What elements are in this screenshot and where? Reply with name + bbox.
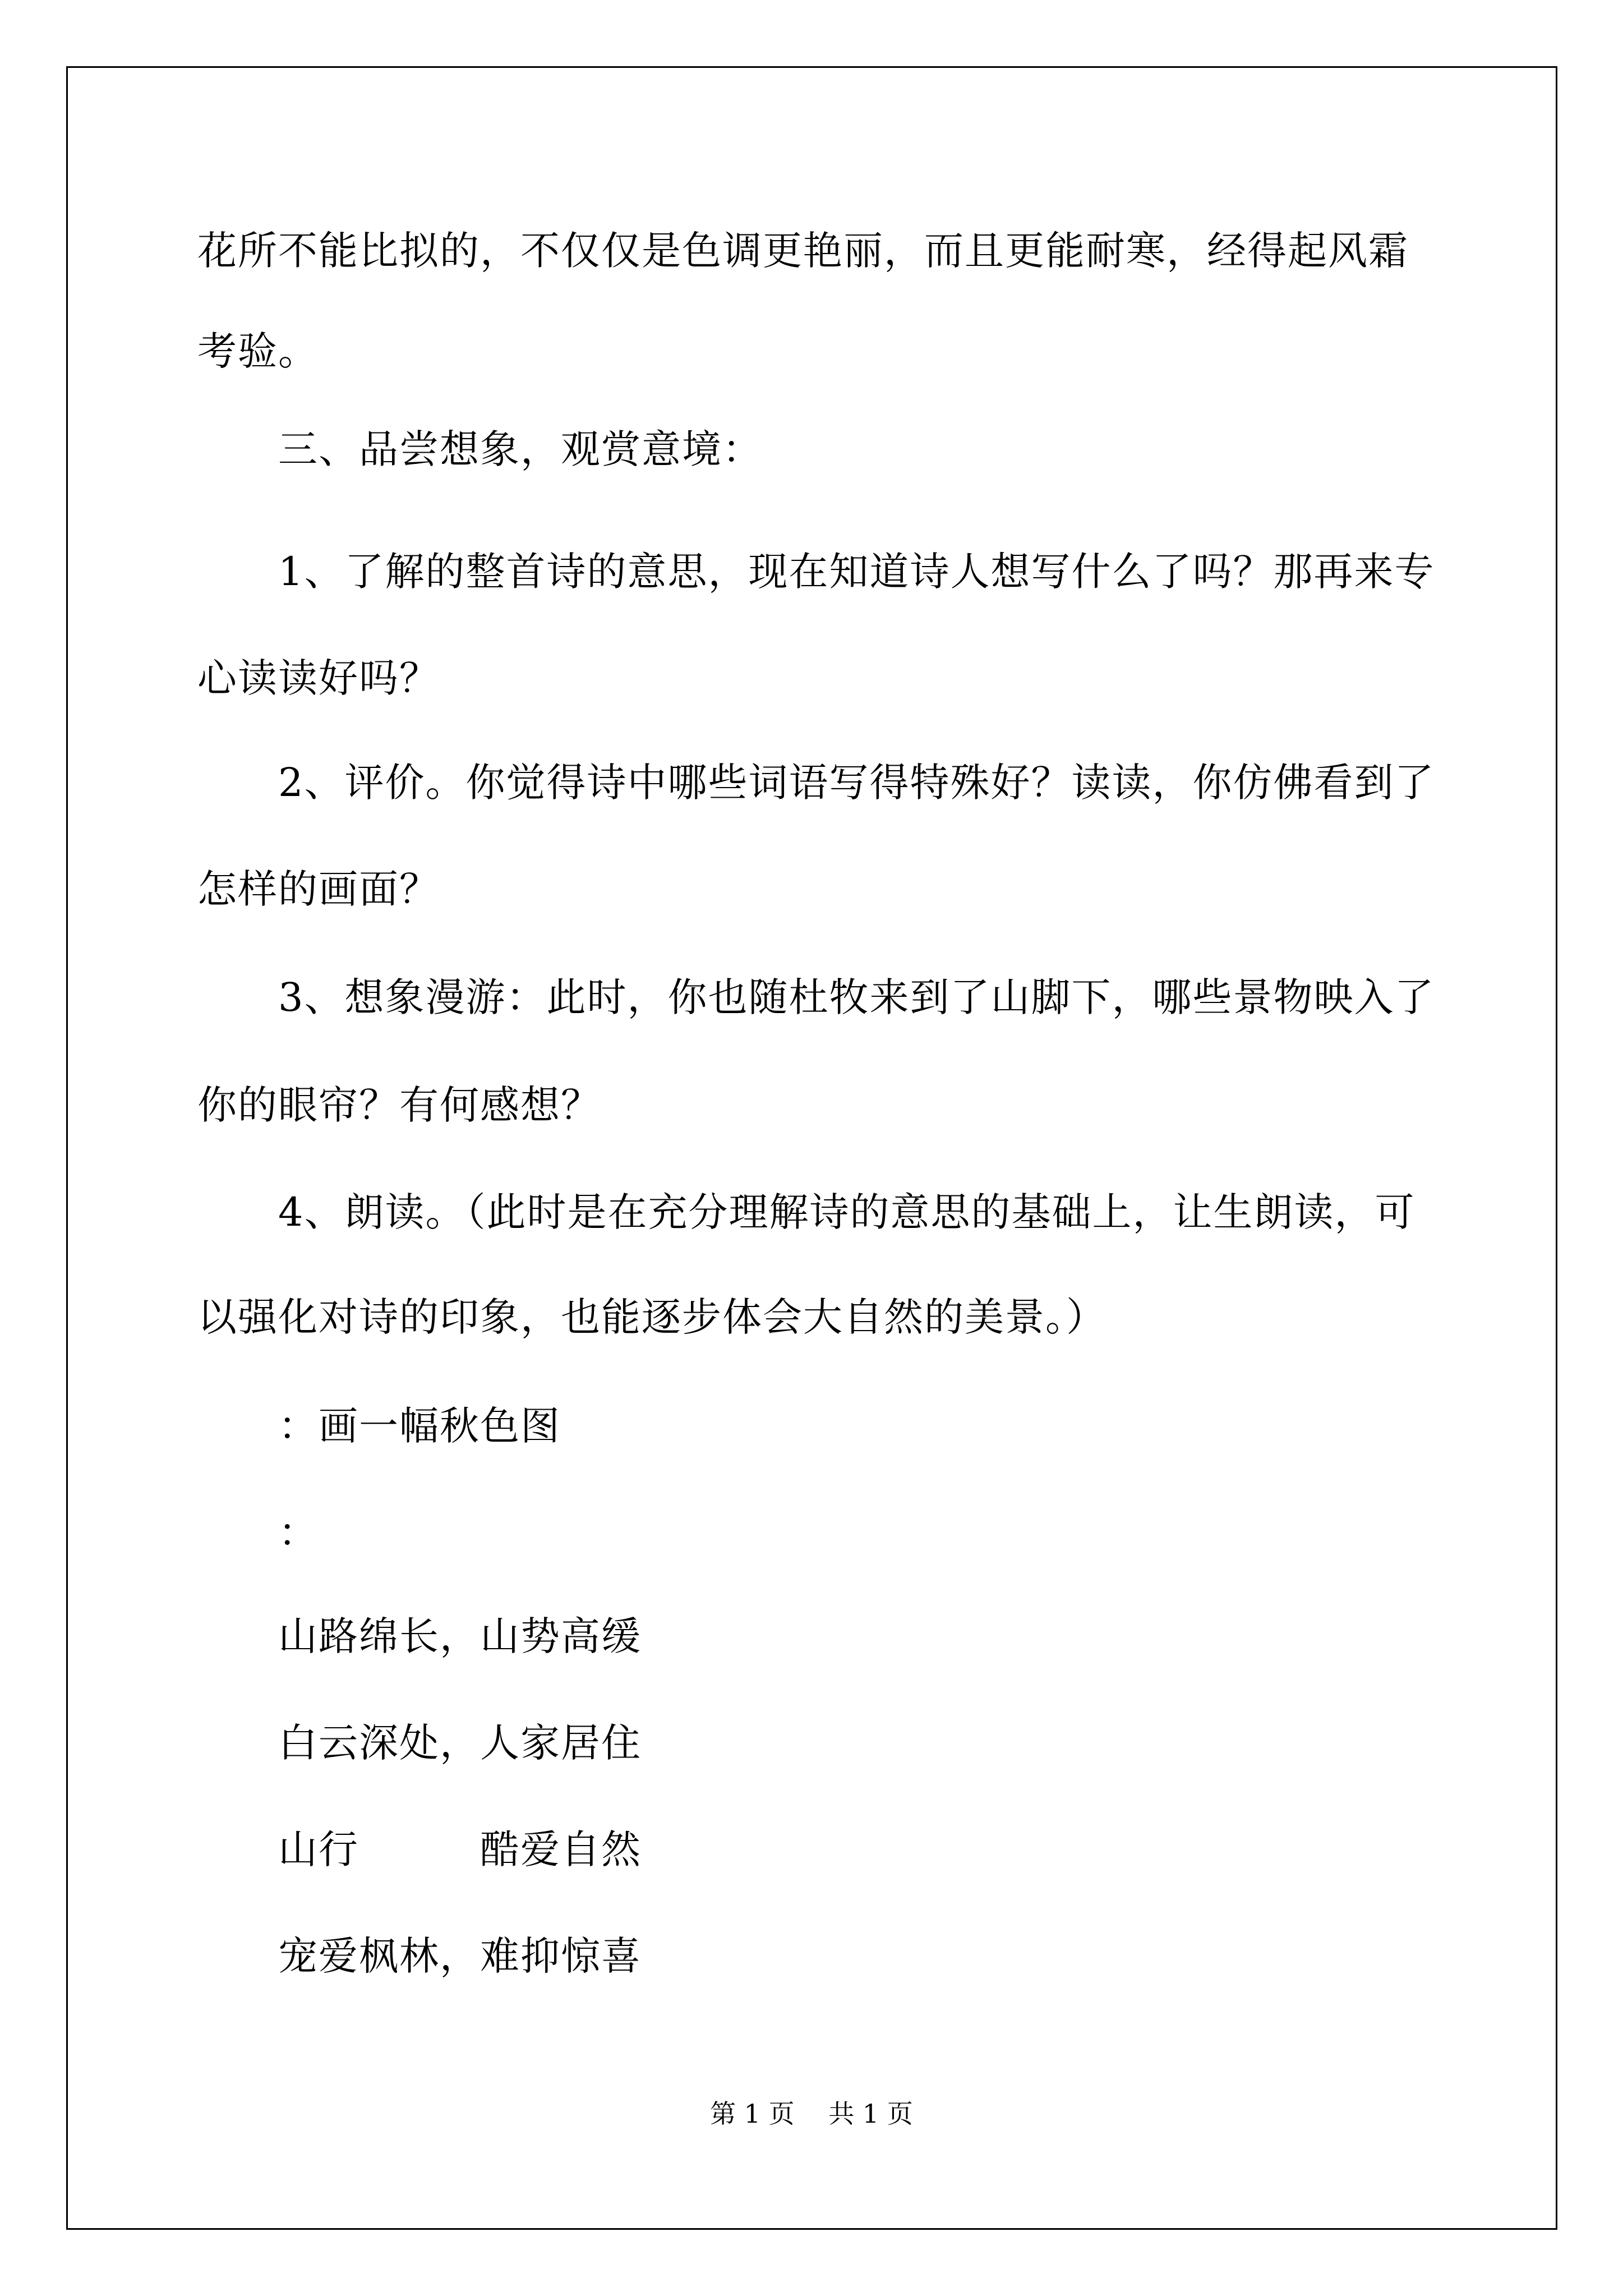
poem-line: 山路绵长，山势高缓 xyxy=(278,1613,642,1659)
poem-line: 宠爱枫林，难抑惊喜 xyxy=(278,1933,642,1979)
paragraph-line: ： xyxy=(278,1510,319,1556)
paragraph-line: 怎样的画面？ xyxy=(197,866,440,912)
page-footer: 第 1 页 共 1 页 xyxy=(710,2099,913,2129)
paragraph-line: 1、了解的整首诗的意思，现在知道诗人想写什么了吗？那再来专 xyxy=(278,549,1435,595)
paragraph-line: 考验。 xyxy=(197,328,319,374)
paragraph-line: 4、朗读。（此时是在充分理解诗的意思的基础上，让生朗读，可 xyxy=(278,1189,1415,1235)
section-heading: 三、品尝想象，观赏意境： xyxy=(278,426,763,472)
poem-line: 白云深处，人家居住 xyxy=(278,1720,642,1766)
paragraph-line: 你的眼帘？有何感想？ xyxy=(197,1082,601,1128)
paragraph-line: ：画一幅秋色图 xyxy=(278,1403,561,1449)
paragraph-line: 花所不能比拟的，不仅仅是色调更艳丽，而且更能耐寒，经得起风霜 xyxy=(197,228,1409,274)
poem-line: 山行 酷爱自然 xyxy=(278,1826,642,1872)
page-border xyxy=(66,66,1557,2230)
paragraph-line: 心读读好吗？ xyxy=(197,655,440,701)
paragraph-line: 以强化对诗的印象，也能逐步体会大自然的美景。） xyxy=(197,1294,1106,1340)
paragraph-line: 2、评价。你觉得诗中哪些词语写得特殊好？读读，你仿佛看到了 xyxy=(278,760,1435,806)
paragraph-line: 3、想象漫游：此时，你也随杜牧来到了山脚下，哪些景物映入了 xyxy=(278,974,1435,1020)
